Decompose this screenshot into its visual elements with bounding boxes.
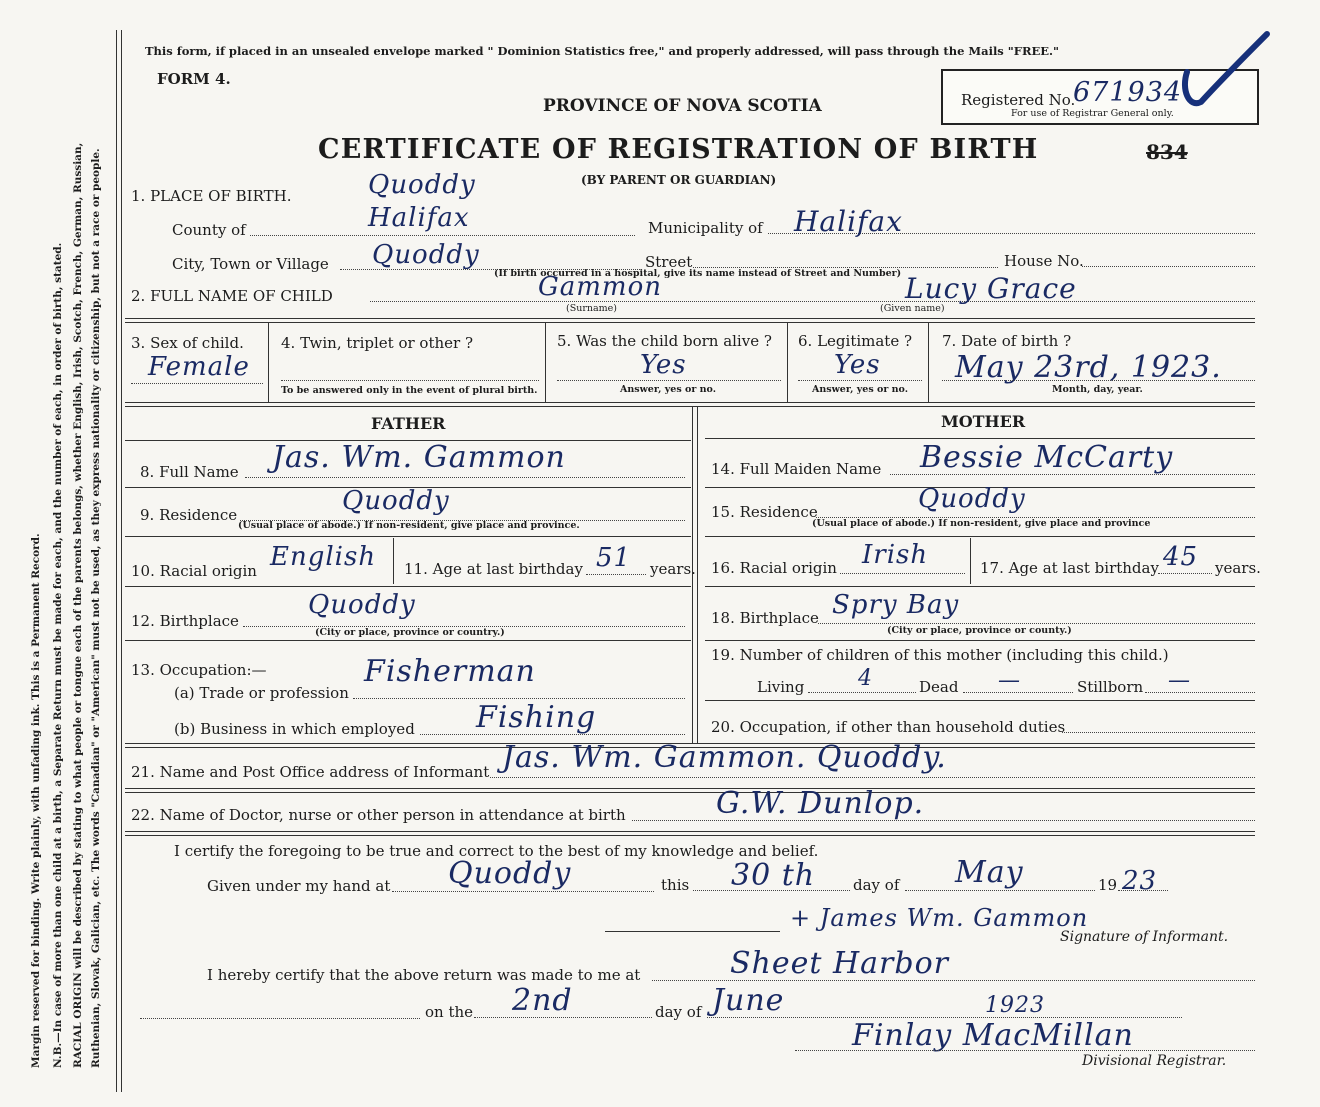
column-divider bbox=[393, 538, 394, 584]
surname-caption: (Surname) bbox=[566, 303, 617, 314]
sex-value: Female bbox=[148, 352, 250, 382]
binding-line bbox=[116, 30, 117, 1092]
father-age-line bbox=[586, 574, 646, 575]
twin-line bbox=[281, 380, 539, 381]
page-subtitle: (BY PARENT OR GUARDIAN) bbox=[581, 173, 777, 187]
mother-racial-label: 16. Racial origin bbox=[711, 559, 837, 577]
trade-label: (a) Trade or profession bbox=[174, 684, 349, 702]
registrar-signature: Finlay MacMillan bbox=[852, 1018, 1134, 1053]
column-divider bbox=[787, 322, 788, 402]
county-label: County of bbox=[172, 221, 246, 239]
twin-note: To be answered only in the event of plural birth. bbox=[281, 385, 538, 396]
stillborn-value: — bbox=[1168, 668, 1191, 693]
section-divider bbox=[125, 788, 1255, 793]
section-divider bbox=[125, 831, 1255, 836]
checkmark-icon bbox=[1175, 30, 1275, 110]
living-value: 4 bbox=[858, 666, 873, 691]
section-divider bbox=[125, 318, 1255, 323]
registration-number: 671934 bbox=[1073, 77, 1183, 108]
stillborn-label: Stillborn bbox=[1077, 678, 1144, 696]
registrar-signature-line bbox=[795, 1050, 1255, 1051]
city-label: City, Town or Village bbox=[172, 255, 329, 273]
doctor-label: 22. Name of Doctor, nurse or other person in attendance at birth bbox=[131, 806, 626, 824]
given-place-value: Quoddy bbox=[448, 856, 572, 891]
legitimate-value: Yes bbox=[834, 350, 881, 380]
row-line bbox=[705, 640, 1255, 641]
month-line bbox=[905, 890, 1095, 891]
mother-age-value: 45 bbox=[1163, 542, 1199, 572]
row-line bbox=[125, 586, 691, 587]
margin-note-plural-births: N.B.—In case of more than one child at a birth, a Separate Return must be made for each, and the number of each, in order of birth, stated. bbox=[52, 242, 64, 1068]
father-occupation-label: 13. Occupation:— bbox=[131, 661, 267, 679]
informant-signature-caption: Signature of Informant. bbox=[1060, 929, 1229, 945]
column-divider bbox=[268, 322, 269, 402]
mother-age-label: 17. Age at last birthday bbox=[980, 559, 1159, 577]
legitimate-caption: Answer, yes or no. bbox=[812, 384, 909, 395]
registrar-general-note: For use of Registrar General only. bbox=[1011, 108, 1174, 119]
margin-note-racial-origin: RACIAL ORIGIN will be described by stating to what people or tongue each of the parents belongs, whether English, Irish, Scotch, French, German, Russian, bbox=[72, 142, 84, 1068]
mother-years-label: years. bbox=[1215, 559, 1261, 577]
dead-label: Dead bbox=[919, 678, 959, 696]
legitimate-line bbox=[798, 380, 922, 381]
child-given-name: Lucy Grace bbox=[905, 272, 1077, 305]
trade-line bbox=[353, 698, 685, 699]
binding-line bbox=[121, 30, 122, 1092]
born-alive-value: Yes bbox=[640, 350, 687, 380]
row-line bbox=[705, 438, 1255, 439]
house-number-line bbox=[1082, 266, 1255, 267]
place-of-birth-label: 1. PLACE OF BIRTH. bbox=[131, 187, 292, 205]
mother-age-line bbox=[1158, 573, 1212, 574]
trade-value: Fisherman bbox=[364, 654, 536, 689]
children-count-label: 19. Number of children of this mother (including this child.) bbox=[711, 646, 1169, 664]
father-name-label: 8. Full Name bbox=[140, 463, 239, 481]
row-line bbox=[705, 586, 1255, 587]
child-name-line bbox=[370, 301, 1255, 302]
father-birthplace-caption: (City or place, province or country.) bbox=[315, 627, 505, 638]
form-number: FORM 4. bbox=[157, 70, 231, 88]
father-racial-label: 10. Racial origin bbox=[131, 562, 257, 580]
signature-line bbox=[605, 931, 780, 932]
living-line bbox=[808, 692, 916, 693]
mother-residence-label: 15. Residence bbox=[711, 503, 818, 521]
living-label: Living bbox=[757, 678, 805, 696]
column-divider bbox=[928, 322, 929, 402]
business-label: (b) Business in which employed bbox=[174, 720, 415, 738]
father-age-label: 11. Age at last birthday bbox=[404, 560, 583, 578]
informant-value: Jas. Wm. Gammon. Quoddy. bbox=[502, 740, 947, 775]
born-alive-label: 5. Was the child born alive ? bbox=[557, 332, 772, 350]
page-title: CERTIFICATE OF REGISTRATION OF BIRTH bbox=[318, 134, 1039, 165]
father-residence-caption: (Usual place of abode.) If non-resident, give place and province. bbox=[238, 520, 580, 531]
given-place-line bbox=[392, 891, 654, 892]
mother-name-value: Bessie McCarty bbox=[920, 440, 1174, 475]
father-age-value: 51 bbox=[596, 543, 632, 573]
section-divider bbox=[125, 402, 1255, 407]
county-value: Halifax bbox=[368, 203, 470, 233]
mother-occupation-line bbox=[1062, 732, 1255, 733]
informant-signature: + James Wm. Gammon bbox=[790, 904, 1089, 932]
registrar-day-of-label: day of bbox=[655, 1003, 702, 1021]
mother-occupation-label: 20. Occupation, if other than household duties bbox=[711, 718, 1066, 736]
column-divider bbox=[970, 538, 971, 584]
father-racial-value: English bbox=[270, 542, 377, 572]
informant-line bbox=[490, 777, 1255, 778]
registrar-day-value: 2nd bbox=[512, 983, 573, 1018]
date-of-birth-value: May 23rd, 1923. bbox=[955, 350, 1222, 385]
mother-residence-value: Quoddy bbox=[918, 484, 1026, 514]
given-year-value: 23 bbox=[1122, 866, 1158, 896]
row-line bbox=[125, 640, 691, 641]
legitimate-label: 6. Legitimate ? bbox=[798, 332, 913, 350]
father-name-value: Jas. Wm. Gammon bbox=[272, 440, 566, 475]
on-the-label: on the bbox=[425, 1003, 474, 1021]
born-alive-caption: Answer, yes or no. bbox=[620, 384, 717, 395]
date-of-birth-line bbox=[942, 380, 1255, 381]
father-name-line bbox=[245, 477, 685, 478]
child-name-label: 2. FULL NAME OF CHILD bbox=[131, 287, 333, 305]
day-of-label: day of bbox=[853, 876, 900, 894]
father-residence-label: 9. Residence bbox=[140, 506, 238, 524]
mother-racial-value: Irish bbox=[862, 540, 929, 570]
crossed-number: 834 bbox=[1146, 140, 1188, 164]
father-years-label: years. bbox=[650, 560, 696, 578]
given-month-value: May bbox=[955, 855, 1024, 890]
municipality-value: Halifax bbox=[794, 205, 903, 238]
row-line bbox=[705, 536, 1255, 537]
house-number-label: House No. bbox=[1004, 252, 1084, 270]
registrar-statement: I hereby certify that the above return was made to me at bbox=[207, 966, 641, 984]
row-line bbox=[125, 536, 691, 537]
dead-value: — bbox=[998, 668, 1021, 693]
stillborn-line bbox=[1145, 692, 1255, 693]
mother-racial-line bbox=[840, 573, 965, 574]
sex-line bbox=[131, 383, 263, 384]
sex-label: 3. Sex of child. bbox=[131, 334, 244, 352]
year-prefix: 19 bbox=[1098, 876, 1118, 894]
father-residence-value: Quoddy bbox=[342, 486, 450, 516]
mother-heading: MOTHER bbox=[941, 412, 1026, 431]
business-value: Fishing bbox=[476, 700, 597, 735]
born-alive-line bbox=[557, 380, 781, 381]
mother-birthplace-value: Spry Bay bbox=[832, 590, 960, 620]
father-heading: FATHER bbox=[371, 414, 446, 433]
city-value: Quoddy bbox=[372, 240, 480, 270]
given-under-label: Given under my hand at bbox=[207, 877, 391, 895]
certification-statement: I certify the foregoing to be true and correct to the best of my knowledge and belief. bbox=[174, 842, 819, 860]
mother-name-label: 14. Full Maiden Name bbox=[711, 460, 882, 478]
registrar-lead-line bbox=[140, 1018, 420, 1019]
twin-label: 4. Twin, triplet or other ? bbox=[281, 334, 473, 352]
province-heading: PROVINCE OF NOVA SCOTIA bbox=[543, 96, 822, 116]
informant-label: 21. Name and Post Office address of Informant bbox=[131, 763, 490, 781]
date-of-birth-caption: Month, day, year. bbox=[1052, 384, 1143, 395]
father-birthplace-value: Quoddy bbox=[308, 590, 416, 620]
registrar-month-value: June bbox=[712, 983, 785, 1018]
registrar-place-value: Sheet Harbor bbox=[730, 946, 949, 981]
row-line bbox=[705, 700, 1255, 701]
hospital-note: (If birth occurred in a hospital, give its name instead of Street and Number) bbox=[494, 268, 902, 279]
county-line bbox=[250, 235, 635, 236]
this-label: this bbox=[661, 876, 690, 894]
postal-notice: This form, if placed in an unsealed envelope marked " Dominion Statistics free," and properly addressed, will pass through the Mails "FREE." bbox=[145, 44, 1060, 58]
municipality-label: Municipality of bbox=[648, 219, 763, 237]
registrar-year-value: 1923 bbox=[985, 993, 1045, 1018]
margin-note-racial-origin-cont: Ruthenian, Slovak, Galician, etc. The words "Canadian" or "American" must not be used, as they express nationality or citizenship, but not a race or people. bbox=[90, 148, 102, 1068]
father-birthplace-label: 12. Birthplace bbox=[131, 612, 239, 630]
given-day-value: 30 th bbox=[731, 858, 816, 893]
place-of-birth-value: Quoddy bbox=[368, 170, 476, 200]
registered-label: Registered No. bbox=[961, 91, 1076, 109]
child-surname: Gammon bbox=[538, 272, 662, 302]
margin-note-binding: Margin reserved for binding. Write plainly, with unfading ink. This is a Permanent Record. bbox=[30, 533, 42, 1068]
registrar-caption: Divisional Registrar. bbox=[1082, 1053, 1227, 1069]
parents-divider bbox=[697, 406, 698, 744]
mother-birthplace-label: 18. Birthplace bbox=[711, 609, 819, 627]
mother-residence-caption: (Usual place of abode.) If non-resident, give place and province bbox=[812, 518, 1151, 529]
street-label: Street bbox=[645, 253, 693, 271]
mother-birthplace-caption: (City or place, province or county.) bbox=[887, 625, 1072, 636]
doctor-value: G.W. Dunlop. bbox=[716, 786, 925, 821]
given-name-caption: (Given name) bbox=[880, 303, 945, 314]
date-of-birth-label: 7. Date of birth ? bbox=[942, 332, 1072, 350]
column-divider bbox=[545, 322, 546, 402]
mother-birthplace-line bbox=[818, 623, 1255, 624]
